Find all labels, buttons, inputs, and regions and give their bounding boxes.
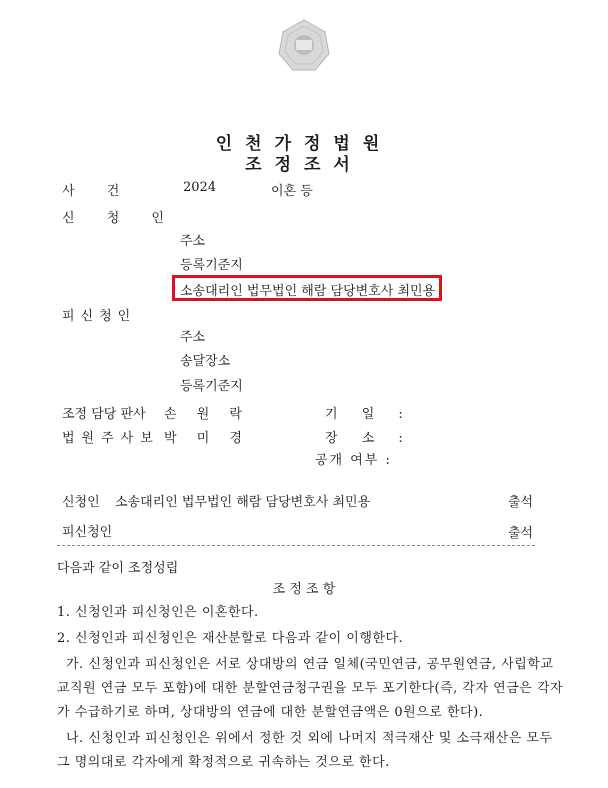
case-year: 2024 <box>183 180 217 195</box>
place-label: 장 소 : <box>325 431 413 446</box>
respondent-registry-label: 등록기준지 <box>180 379 243 394</box>
respondent-label: 피신청인 <box>62 309 137 324</box>
divider <box>57 545 535 546</box>
case-type: 이혼 등 <box>271 184 313 199</box>
case-label: 사 건 <box>62 184 134 199</box>
public-label: 공개 여부 : <box>315 453 392 468</box>
applicant-label: 신 청 인 <box>62 211 178 226</box>
applicant-representative: 소송대리인 법무법인 해람 담당변호사 최민용 <box>180 284 436 299</box>
settlement-result: 다음과 같이 조정성립 <box>57 561 179 576</box>
terms-title: 조 정 조 항 <box>272 582 336 597</box>
judge-name: 손 원 락 <box>164 407 250 422</box>
document-title: 조정조서 <box>245 155 363 175</box>
attendance-respondent-label: 피신청인 <box>62 525 113 540</box>
term-2-na-line-2: 그 명의대로 각자에게 확정적으로 귀속하는 것으로 한다. <box>57 755 390 770</box>
court-name: 인천가정법원 <box>215 134 393 154</box>
term-1: 1. 신청인과 피신청인은 이혼한다. <box>57 605 259 620</box>
court-seal-icon <box>277 18 331 72</box>
term-2: 2. 신청인과 피신청인은 재산분할로 다음과 같이 이행한다. <box>57 631 404 646</box>
judge-label: 조정 담당 판사 <box>62 407 146 422</box>
attendance-respondent-status: 출석 <box>508 526 534 541</box>
applicant-registry-label: 등록기준지 <box>180 258 243 273</box>
date-label: 기 일 : <box>325 407 413 422</box>
respondent-delivery-label: 송달장소 <box>180 354 231 369</box>
term-2-na-line-1: 나. 신청인과 피신청인은 위에서 정한 것 외에 나머지 적극재산 및 소극재산은 모두 <box>66 731 553 746</box>
clerk-label: 법원주사보 <box>62 431 160 446</box>
clerk-name: 박 미 경 <box>164 431 250 446</box>
term-2-ga-line-2: 교직원 연금 모두 포함)에 대한 분할연금청구권을 모두 포기한다(즉, 각자 연금은 각자 <box>57 681 564 696</box>
respondent-address-label: 주소 <box>180 330 206 345</box>
attendance-applicant-label: 신청인 <box>62 495 100 510</box>
term-2-ga-line-1: 가. 신청인과 피신청인은 서로 상대방의 연금 일체(국민연금, 공무원연금, 사립학교 <box>66 657 554 672</box>
attendance-applicant-rep: 소송대리인 법무법인 해람 담당변호사 최민용 <box>115 495 371 510</box>
applicant-address-label: 주소 <box>180 234 206 249</box>
term-2-ga-line-3: 가 수급하기로 하며, 상대방의 연금에 대한 분할연금액은 0원으로 한다). <box>57 705 484 720</box>
attendance-applicant-status: 출석 <box>508 495 534 510</box>
